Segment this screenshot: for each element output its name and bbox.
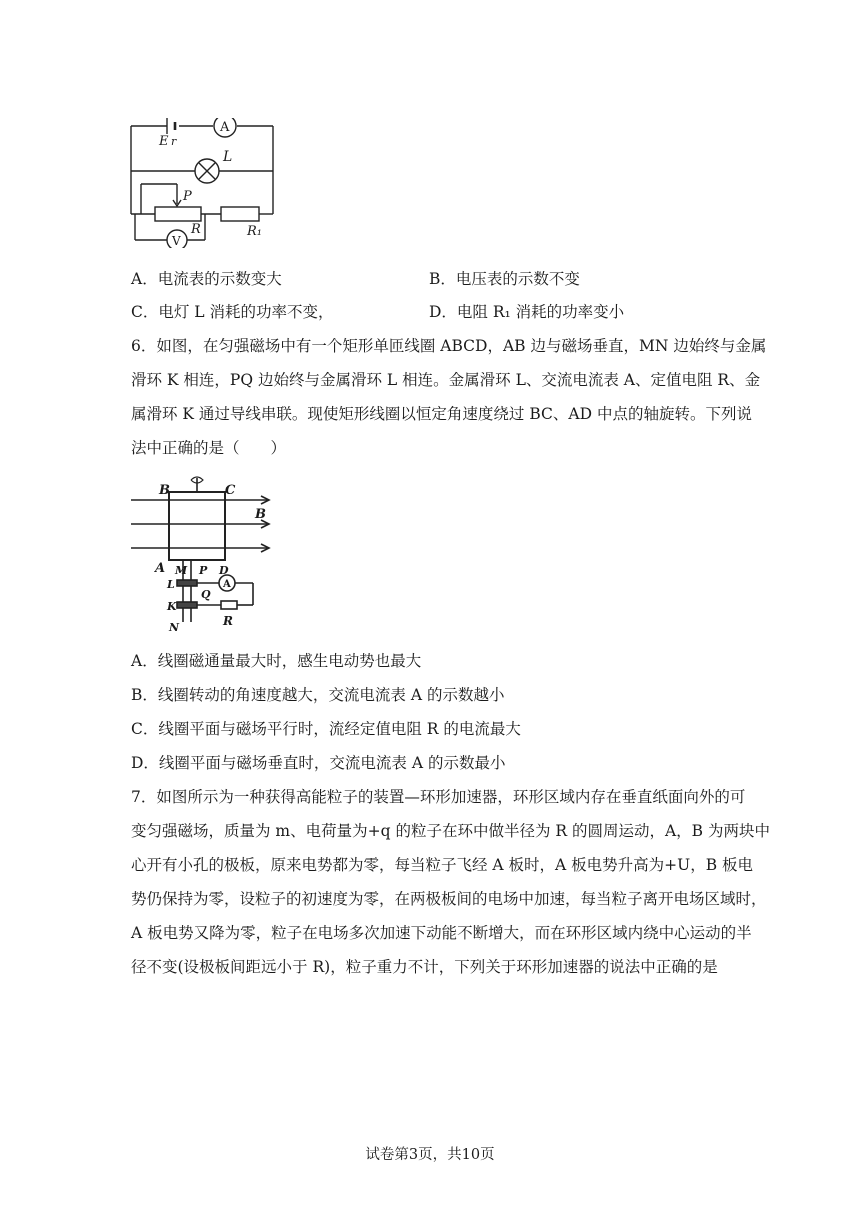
q6-option-a: A．线圈磁通量最大时，感生电动势也最大	[131, 652, 422, 670]
q5-option-d: D．电阻 R₁ 消耗的功率变小	[429, 303, 625, 321]
q6-stem-line-1: 6．如图，在匀强磁场中有一个矩形单匝线圈 ABCD，AB 边与磁场垂直，MN 边始终与金属	[131, 337, 767, 355]
figure1-label-p: P	[183, 189, 192, 204]
q6-option-c: C．线圈平面与磁场平行时，流经定值电阻 R 的电流最大	[131, 720, 521, 738]
q5-option-a: A．电流表的示数变大	[131, 270, 282, 288]
figure1-label-e: E	[159, 134, 169, 149]
q7-stem-line-2: 变匀强磁场，质量为 m、电荷量为+q 的粒子在环中做半径为 R 的圆周运动，A，B 为两块中	[131, 822, 770, 840]
page-footer: 试卷第3页，共10页	[365, 1147, 495, 1163]
figure2-label-l: L	[167, 578, 175, 591]
figure2-label-q: Q	[201, 588, 211, 601]
figure1-label-ammeter: A	[220, 120, 230, 135]
q7-stem-line-6: 径不变(设极板间距远小于 R)，粒子重力不计，下列关于环形加速器的说法中正确的是	[131, 958, 718, 976]
figure2-label-m: M	[175, 564, 188, 577]
q7-stem-line-5: A 板电势又降为零，粒子在电场多次加速下动能不断增大，而在环形区域内绕中心运动的半	[131, 924, 752, 942]
figure2-label-d: D	[219, 564, 229, 577]
figure2-label-n: N	[169, 621, 180, 634]
figure2-label-p: P	[199, 564, 208, 577]
figure2-label-k: K	[167, 600, 177, 613]
figure2-label-ammeter: A	[223, 579, 231, 590]
figure2-label-c-corner: C	[225, 483, 236, 498]
q7-stem-line-3: 心开有小孔的极板，原来电势都为零，每当粒子飞经 A 板时，A 板电势升高为+U，B 板电	[131, 856, 754, 874]
circuit-diagram-1	[125, 118, 285, 248]
figure1-label-r-var: R	[191, 222, 201, 237]
figure1-label-r1: R₁	[247, 224, 262, 239]
q5-option-c: C．电灯 L 消耗的功率不变，	[131, 303, 334, 321]
q6-stem-line-3: 属滑环 K 通过导线串联。现使矩形线圈以恒定角速度绕过 BC、AD 中点的轴旋转。下列说	[131, 405, 752, 423]
q6-option-b: B．线圈转动的角速度越大，交流电流表 A 的示数越小	[131, 686, 505, 704]
q5-option-b: B．电压表的示数不变	[429, 270, 580, 288]
figure1-label-voltmeter: V	[172, 234, 181, 248]
figure2-label-b-corner: B	[159, 483, 170, 498]
coil-diagram	[125, 472, 275, 637]
q7-stem-line-1: 7．如图所示为一种获得高能粒子的装置—环形加速器，环形区域内存在垂直纸面向外的可	[131, 788, 746, 806]
q6-stem-line-2: 滑环 K 相连，PQ 边始终与金属滑环 L 相连。金属滑环 L、交流电流表 A、定值电阻 R、金	[131, 371, 761, 389]
q7-stem-line-4: 势仍保持为零，设粒子的初速度为零，在两极板间的电场中加速，每当粒子离开电场区域时，	[131, 890, 767, 908]
figure2-label-a-corner: A	[155, 561, 166, 576]
q6-option-d: D．线圈平面与磁场垂直时，交流电流表 A 的示数最小	[131, 754, 506, 772]
figure1-label-r: r	[171, 135, 177, 148]
figure1-label-lamp: L	[223, 149, 233, 165]
q6-stem-line-4: 法中正确的是（ ）	[131, 439, 287, 457]
figure2-label-b-field: B	[255, 507, 266, 522]
figure2-label-r: R	[223, 614, 233, 628]
